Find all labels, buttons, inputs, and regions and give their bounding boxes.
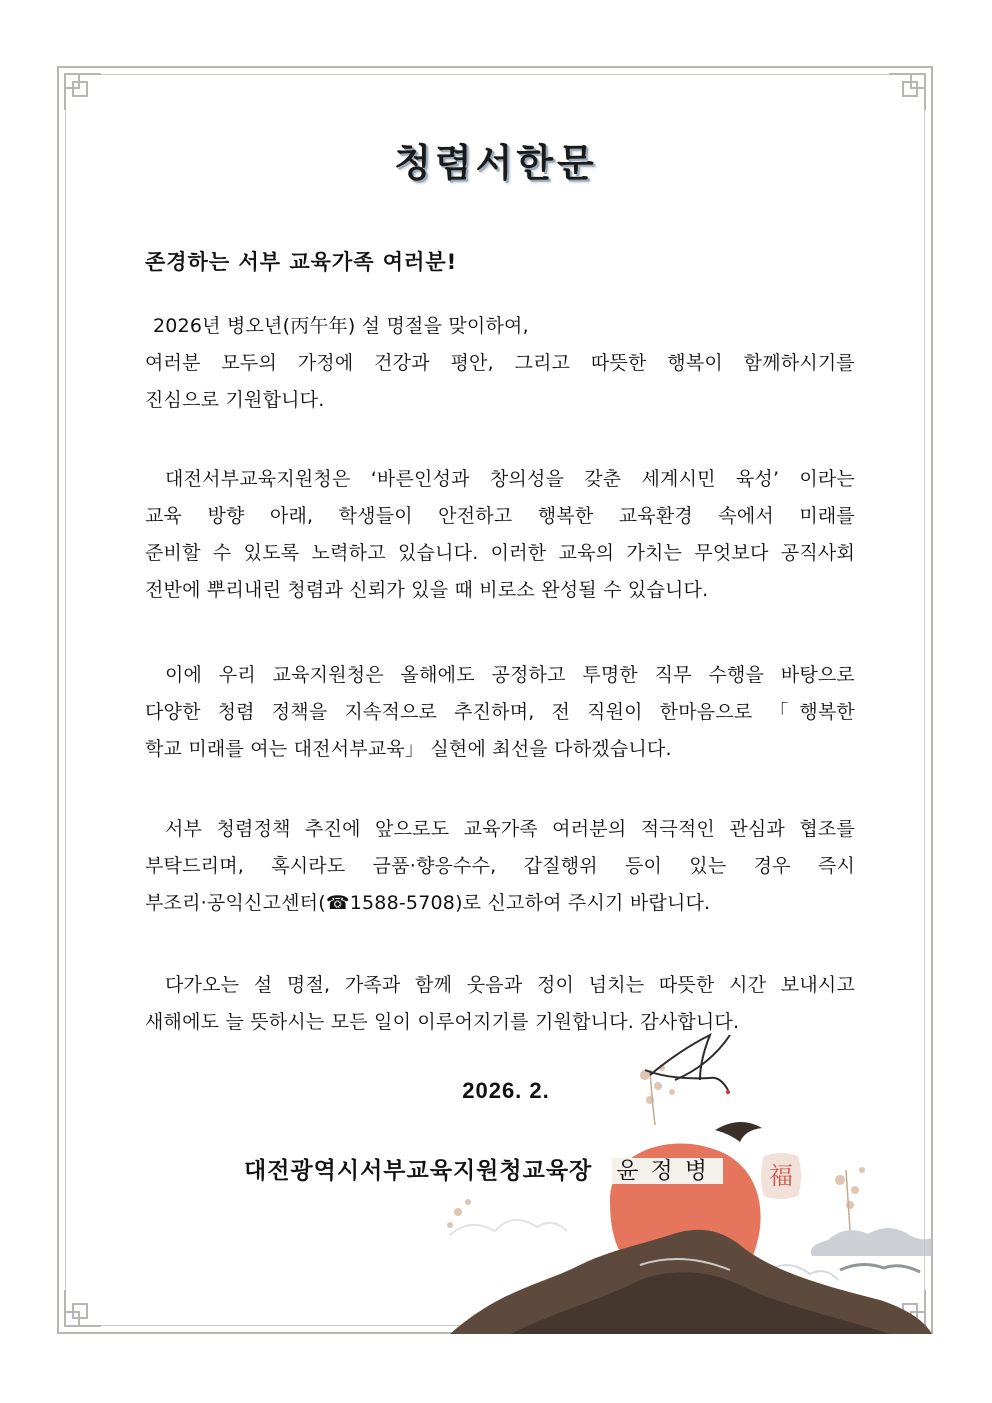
paragraph-line: 새해에도 늘 뜻하시는 모든 일이 이루어지기를 기원합니다. 감사합니다. [145,1011,740,1033]
paragraph-3 [145,657,855,768]
paragraph-line: 부탁드리며, 혹시라도 금품·향응수수, 갑질행위 등이 있는 경우 즉시 [145,855,855,877]
paragraph-line: 대전서부교육지원청은 ‘바른인성과 창의성을 갖춘 세계시민 육성’ 이라는 [165,468,855,490]
corner-ornament-bottom-left [57,1290,101,1334]
seal-stamp-icon [758,1150,804,1202]
paragraph-4 [145,811,855,922]
paragraph-line: 다양한 청렴 정책을 지속적으로 추진하며, 전 직원이 한마음으로 「행복한 [145,701,855,723]
svg-text:福: 福 [769,1162,793,1190]
greeting: 존경하는 서부 교육가족 여러분! [145,250,458,274]
document-title: 청렴서한문 [394,140,598,185]
signer-position: 대전광역시서부교육지원청교육장 [244,1158,593,1184]
cloud-shape [811,1228,932,1256]
paragraph-line: 교육 방향 아래, 학생들이 안전하고 행복한 교육환경 속에서 미래를 [145,505,855,527]
signer-name: 윤정병 [612,1158,723,1184]
paragraph-line: 이에 우리 교육지원청은 올해에도 공정하고 투명한 직무 수행을 바탕으로 [165,664,855,686]
paragraph-5 [145,967,855,1041]
paragraph-line: 학교 미래를 여는 대전서부교육」 실현에 최선을 다하겠습니다. [145,738,672,760]
paragraph-line: 서부 청렴정책 추진에 앞으로도 교육가족 여러분의 적극적인 관심과 협조를 [165,818,855,840]
paragraph-line: 2026년 병오년(丙午年) 설 명절을 맞이하여, [153,315,529,337]
paragraph-1 [145,308,855,419]
paragraph-line: 전반에 뿌리내린 청렴과 신뢰가 있을 때 비로소 완성될 수 있습니다. [145,579,709,601]
paragraph-line: 부조리·공익신고센터(☎1588-5708)로 신고하여 주시기 바랍니다. [145,892,711,914]
paragraph-line: 다가오는 설 명절, 가족과 함께 웃음과 정이 넘치는 따뜻한 시간 보내시고 [165,974,855,996]
signature-block [244,1152,723,1185]
paragraph-2 [145,461,855,609]
paragraph-line: 여러분 모두의 가정에 건강과 평안, 그리고 따뜻한 행복이 함께하시기를 [145,352,855,374]
small-bird [715,1122,762,1142]
paragraph-line: 진심으로 기원합니다. [145,389,325,411]
corner-ornament-top-left [57,66,101,110]
corner-ornament-top-right [889,66,933,110]
paragraph-line: 준비할 수 있도록 노력하고 있습니다. 이러한 교육의 가치는 무엇보다 공직사회 [145,542,855,564]
letter-date: 2026. 2. [462,1078,550,1103]
